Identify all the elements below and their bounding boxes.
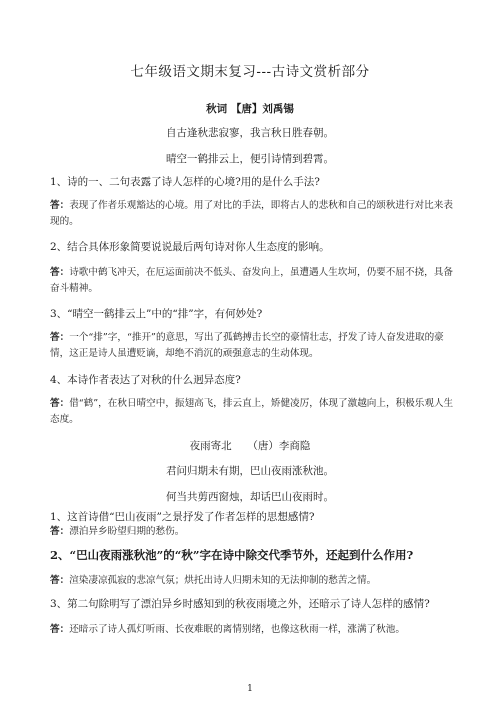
p2-question-2: 2、“巴山夜雨涨秋池”的“秋”字在诗中除交代季节外，还起到什么作用? bbox=[50, 548, 414, 562]
p2-question-3: 3、第二句除明写了漂泊异乡时感知到的秋夜雨境之外，还暗示了诗人怎样的感情? bbox=[50, 598, 430, 610]
p1-question-3: 3、“晴空一鹤排云上”中的“排”字，有何妙处? bbox=[50, 308, 263, 320]
answer-label: 答： bbox=[50, 526, 70, 537]
p1-question-4: 4、本诗作者表达了对秋的什么迥异态度? bbox=[50, 374, 241, 386]
answer-text: 借“鹤”，在秋日晴空中，振翅高飞，排云直上，矫健凌厉，体现了激越向上，积极乐观人生态度。 bbox=[50, 398, 454, 425]
answer-text: 渲染凄凉孤寂的悲凉气氛；烘托出诗人归期未知的无法抑制的愁苦之情。 bbox=[69, 575, 377, 586]
p1-question-2: 2、结合具体形象简要说说最后两句诗对你人生态度的影响。 bbox=[50, 241, 330, 253]
answer-text: 一个“排”字，“推开”的意思，写出了孤鹤搏击长空的豪情壮志，抒发了诗人奋发进取的豪情，这正是诗人虽遭贬谪，却绝不消沉的顽强意志的生动体现。 bbox=[50, 332, 444, 359]
p1-answer-4 bbox=[50, 396, 460, 427]
poem2-heading: 夜雨寄北 （唐）李商隐 bbox=[189, 440, 311, 452]
answer-label: 答： bbox=[50, 332, 70, 343]
answer-label: 答： bbox=[50, 200, 70, 211]
poem1-line1: 自古逢秋悲寂寥，我言秋日胜春朝。 bbox=[166, 127, 334, 139]
answer-label: 答： bbox=[50, 398, 70, 409]
p1-answer-3 bbox=[50, 330, 460, 361]
answer-label: 答： bbox=[50, 624, 70, 635]
poem1-heading: 秋词 【唐】刘禹锡 bbox=[206, 103, 294, 115]
poem1-line2: 晴空一鹤排云上，便引诗情到碧霄。 bbox=[166, 153, 334, 165]
answer-label: 答： bbox=[50, 267, 70, 278]
p1-question-1: 1、诗的一、二句表露了诗人怎样的心境?用的是什么手法? bbox=[50, 176, 320, 188]
answer-text: 诗歌中鹤飞冲天，在厄运面前决不低头、奋发向上，虽遭遇人生坎坷，仍要不屈不挠，具备奋斗精神。 bbox=[50, 267, 453, 294]
answer-text: 漂泊异乡盼望归期的愁伤。 bbox=[69, 526, 185, 537]
poem2-line2: 何当共剪西窗烛，却话巴山夜雨时。 bbox=[166, 491, 334, 503]
p1-answer-1 bbox=[50, 198, 460, 229]
p2-answer-3 bbox=[50, 622, 460, 638]
p2-answer-1 bbox=[50, 524, 460, 540]
p2-answer-2 bbox=[50, 573, 460, 589]
page-number: 1 bbox=[247, 684, 253, 694]
p2-question-1: 1、这首诗借“巴山夜雨”之景抒发了作者怎样的思想感情? bbox=[50, 511, 315, 523]
poem2-line1: 君问归期未有期，巴山夜雨涨秋池。 bbox=[166, 465, 334, 477]
answer-text: 表现了作者乐观豁达的心境。用了对比的手法，即将古人的悲秋和自己的颂秋进行对比来表现的。 bbox=[50, 200, 453, 227]
answer-label: 答： bbox=[50, 575, 70, 586]
document-title: 七年级语文期末复习---古诗文赏析部分 bbox=[130, 64, 370, 80]
p1-answer-2 bbox=[50, 265, 460, 296]
answer-text: 还暗示了诗人孤灯听雨、长夜难眠的离情别绪，也像这秋雨一样，涨满了秋池。 bbox=[69, 624, 405, 635]
